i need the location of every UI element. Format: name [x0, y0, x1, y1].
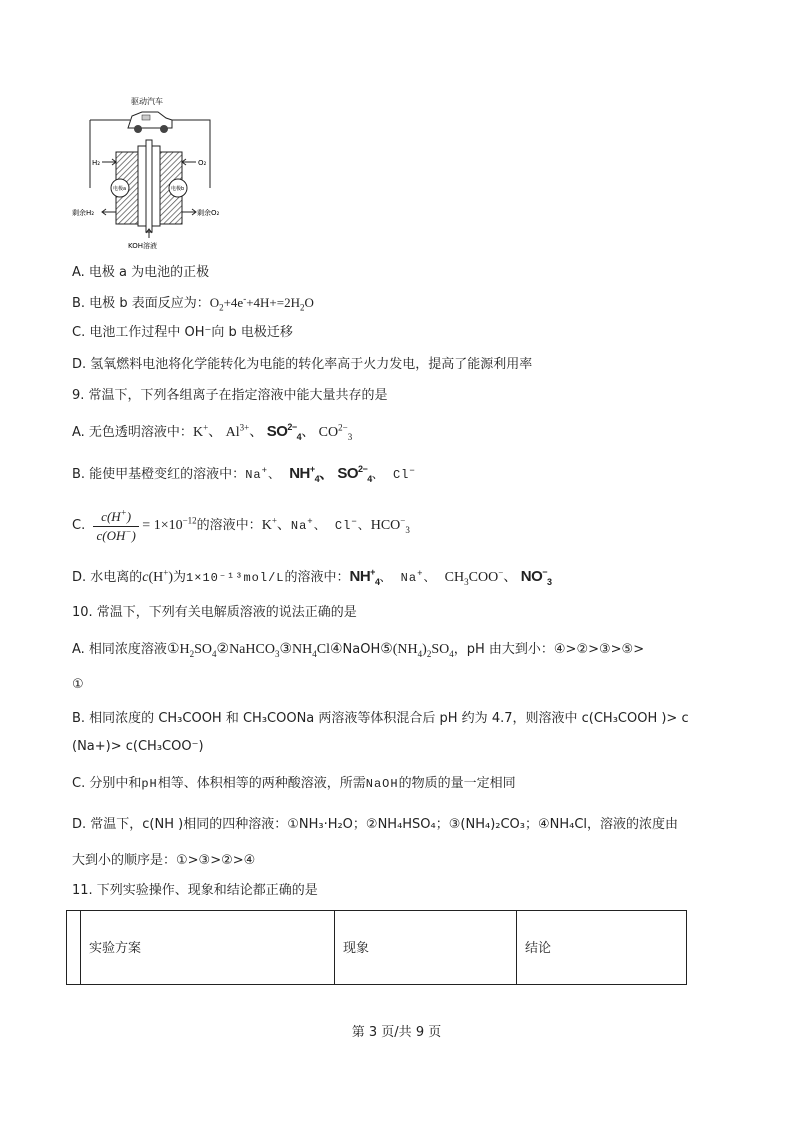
q10-option-d-line2: 大到小的顺序是：①>③>②>④ — [72, 853, 256, 868]
table-header-plan: 实验方案 — [81, 911, 335, 985]
svg-text:驱动汽车: 驱动汽车 — [131, 97, 163, 106]
q8-option-d: D. 氢氧燃料电池将化学能转化为电能的转化率高于火力发电，提高了能源利用率 — [72, 357, 533, 372]
svg-text:KOH溶液: KOH溶液 — [128, 242, 157, 250]
table-row — [67, 911, 687, 985]
q9-option-b: B. 能使甲基橙变红的溶液中：Na+、 $NH^+_4$、 $SO^{2-}_4$、 Cl− — [72, 464, 416, 484]
svg-text:剩余O₂: 剩余O₂ — [197, 209, 220, 217]
q10-stem: 10. 常温下，下列有关电解质溶液的说法正确的是 — [72, 605, 357, 620]
svg-text:O₂: O₂ — [198, 159, 207, 167]
q10-option-b-line2: (Na+)> c(CH₃COO⁻) — [72, 739, 204, 754]
q10-option-b-line1: B. 相同浓度的 CH₃COOH 和 CH₃COONa 两溶液等体积混合后 pH 约为 4.7，则溶液中 c(CH₃COOH )> c — [72, 711, 689, 726]
table-header-phenomenon: 现象 — [335, 911, 517, 985]
q10-option-a: A. 相同浓度溶液$①H_2SO_4②NaHCO_3③NH_4Cl④NaOH⑤(NH_4)_2SO_4$，pH 由大到小：④>②>③>⑤> — [72, 642, 645, 659]
q8-option-c: C. 电池工作过程中 OH⁻向 b 电极迁移 — [72, 325, 293, 340]
car-icon — [128, 112, 172, 133]
q11-stem: 11. 下列实验操作、现象和结论都正确的是 — [72, 883, 318, 898]
q10-option-a-cont: ① — [72, 677, 84, 692]
experiment-table — [66, 910, 687, 985]
table-cell-index — [67, 911, 81, 985]
svg-text:H₂: H₂ — [92, 159, 101, 167]
concentration-ratio: $\frac{c(H^+)}{c(OH^-)}$ — [93, 508, 138, 545]
page-footer: 第 3 页/共 9 页 — [351, 1025, 442, 1040]
q10-option-c: C. 分别中和pH相等、体积相等的两种酸溶液，所需NaOH的物质的量一定相同 — [72, 776, 516, 791]
q9-option-c: C. $\frac{c(H^+)}{c(OH^-)}$ = $1\times 10^{-12}$ 的溶液中： K+、 Na+、 Cl−、 $HCO^-_3$ — [72, 507, 410, 543]
fuel-cell-diagram — [72, 92, 220, 252]
q8-option-a: A. 电极 a 为电池的正极 — [72, 265, 210, 280]
q8-option-b: B. 电极 b 表面反应为：$O_2+4e^-+4H+=2H_2O$ — [72, 293, 314, 313]
svg-text:剩余H₂: 剩余H₂ — [72, 209, 95, 217]
svg-text:电极a: 电极a — [113, 186, 127, 192]
svg-text:电极b: 电极b — [171, 186, 185, 192]
q9-option-d: D. 水电离的c(H+)为1×10⁻¹³mol/L的溶液中：$NH^+_4$、 Na+、 $CH_3COO^-$、 $NO^-_3$ — [72, 567, 552, 587]
q10-option-d-line1: D. 常温下，c(NH )相同的四种溶液：①NH₃·H₂O；②NH₄HSO₄；③(NH₄)₂CO₃；④NH₄Cl，溶液的浓度由 — [72, 817, 679, 832]
table-header-conclusion: 结论 — [517, 911, 687, 985]
q9-option-a: A. 无色透明溶液中：K+、 $Al^{3+}$、 $SO^{2-}_4$、 $CO^{2-}_3$ — [72, 422, 353, 442]
q9-stem: 9. 常温下，下列各组离子在指定溶液中能大量共存的是 — [72, 388, 388, 403]
